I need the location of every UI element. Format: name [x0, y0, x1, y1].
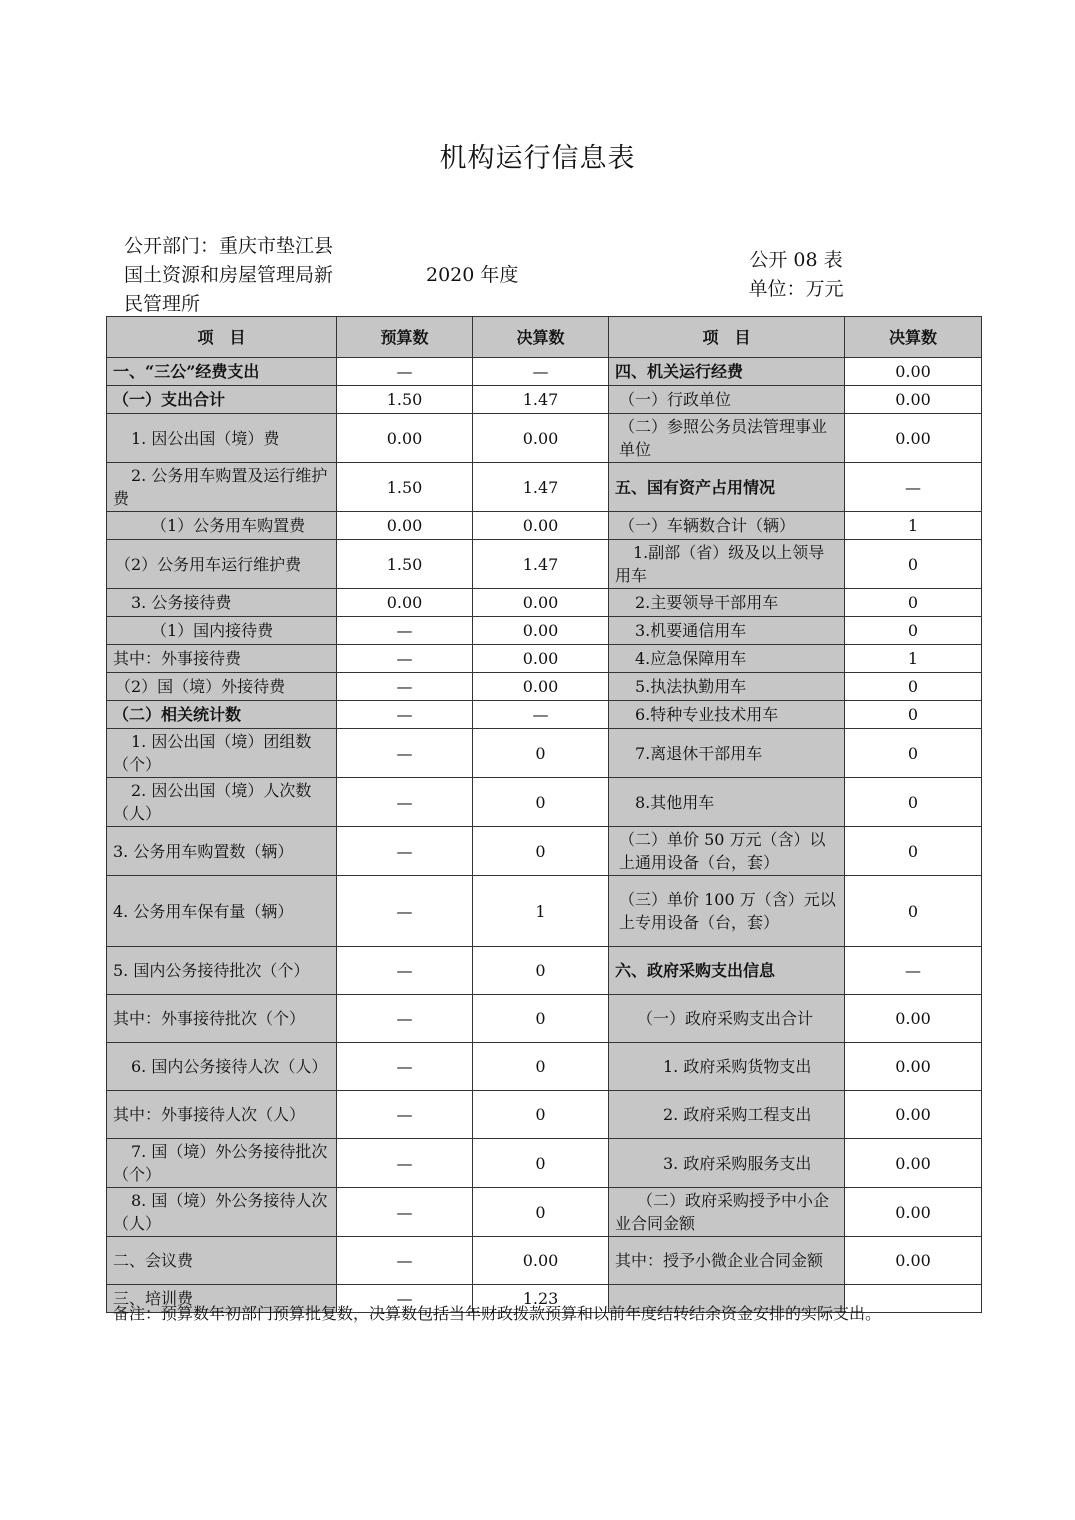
fiscal-year: 2020 年度: [426, 264, 519, 286]
row-label: 5. 国内公务接待批次（个）: [107, 947, 337, 995]
table-row: [107, 673, 982, 701]
actual-value: 1.47: [473, 463, 609, 512]
right-actual-value: 0.00: [845, 358, 982, 386]
row-label: 其中：外事接待人次（人）: [107, 1091, 337, 1139]
table-header-row: [107, 317, 982, 358]
budget-value: —: [337, 1043, 473, 1091]
right-actual-value: 0.00: [845, 1188, 982, 1237]
row-label: （1）公务用车购置费: [107, 512, 337, 540]
page-title: 机构运行信息表: [439, 143, 636, 174]
table-row: [107, 876, 982, 947]
unit-label: 单位：万元: [748, 278, 844, 300]
actual-value: 1.47: [473, 386, 609, 414]
actual-value: 1.23: [473, 1285, 609, 1313]
footnote: 备注：预算数年初部门预算批复数，决算数包括当年财政拨款预算和以前年度结转结余资金安排的实际支出。: [113, 1304, 882, 1323]
actual-value: 0.00: [473, 414, 609, 463]
budget-value: —: [337, 827, 473, 876]
right-row-label: （二）政府采购授予中小企业合同金额: [609, 1188, 845, 1237]
actual-value: 0.00: [473, 1237, 609, 1285]
table-row: [107, 729, 982, 778]
actual-value: 0: [473, 947, 609, 995]
right-row-label: 1. 政府采购货物支出: [609, 1043, 845, 1091]
budget-value: 1.50: [337, 463, 473, 512]
right-row-label: 四、机关运行经费: [609, 358, 845, 386]
table-row: [107, 358, 982, 386]
row-label: 三、培训费: [107, 1285, 337, 1313]
col-header-actual: 决算数: [473, 317, 609, 358]
table-row: [107, 1237, 982, 1285]
budget-value: —: [337, 876, 473, 947]
row-label: 7. 国（境）外公务接待批次（个）: [107, 1139, 337, 1188]
table-row: [107, 701, 982, 729]
row-label: （2）国（境）外接待费: [107, 673, 337, 701]
right-actual-value: 0.00: [845, 414, 982, 463]
budget-value: —: [337, 1237, 473, 1285]
right-actual-value: 0: [845, 673, 982, 701]
right-row-label: 其中：授予小微企业合同金额: [609, 1237, 845, 1285]
actual-value: 0: [473, 827, 609, 876]
right-row-label: 6.特种专业技术用车: [609, 701, 845, 729]
right-row-label: 3.机要通信用车: [609, 617, 845, 645]
actual-value: 0.00: [473, 617, 609, 645]
right-row-label: 2.主要领导干部用车: [609, 589, 845, 617]
actual-value: 1: [473, 876, 609, 947]
right-row-label: 1.副部（省）级及以上领导用车: [609, 540, 845, 589]
right-actual-value: —: [845, 947, 982, 995]
form-number: 公开 08 表: [749, 249, 843, 271]
budget-value: 0.00: [337, 589, 473, 617]
row-label: 一、“三公”经费支出: [107, 358, 337, 386]
actual-value: 0: [473, 1139, 609, 1188]
row-label: （2）公务用车运行维护费: [107, 540, 337, 589]
actual-value: 0: [473, 1091, 609, 1139]
right-actual-value: 0: [845, 589, 982, 617]
right-actual-value: 0: [845, 701, 982, 729]
row-label: 2. 因公出国（境）人次数（人）: [107, 778, 337, 827]
budget-value: —: [337, 778, 473, 827]
actual-value: —: [473, 701, 609, 729]
row-label: 4. 公务用车保有量（辆）: [107, 876, 337, 947]
right-row-label: 4.应急保障用车: [609, 645, 845, 673]
table-row: [107, 617, 982, 645]
row-label: 8. 国（境）外公务接待人次（人）: [107, 1188, 337, 1237]
row-label: 二、会议费: [107, 1237, 337, 1285]
budget-value: —: [337, 673, 473, 701]
budget-value: —: [337, 617, 473, 645]
right-row-label: 7.离退休干部用车: [609, 729, 845, 778]
actual-value: 0: [473, 1043, 609, 1091]
table-row: [107, 645, 982, 673]
actual-value: 0.00: [473, 673, 609, 701]
right-row-label: （一）车辆数合计（辆）: [609, 512, 845, 540]
form-info: [736, 246, 856, 304]
table-row: [107, 540, 982, 589]
right-actual-value: 1: [845, 645, 982, 673]
right-row-label: （二）参照公务员法管理事业单位: [609, 414, 845, 463]
right-row-label: 六、政府采购支出信息: [609, 947, 845, 995]
right-row-label: 5.执法执勤用车: [609, 673, 845, 701]
budget-value: 1.50: [337, 540, 473, 589]
right-row-label: 3. 政府采购服务支出: [609, 1139, 845, 1188]
right-row-label: （三）单价 100 万（含）元以上专用设备（台，套）: [609, 876, 845, 947]
table-row: [107, 463, 982, 512]
actual-value: 0: [473, 995, 609, 1043]
table-row: [107, 778, 982, 827]
table-row: [107, 386, 982, 414]
right-actual-value: —: [845, 463, 982, 512]
budget-value: 0.00: [337, 512, 473, 540]
budget-value: —: [337, 358, 473, 386]
row-label: 3. 公务用车购置数（辆）: [107, 827, 337, 876]
right-actual-value: 0: [845, 778, 982, 827]
actual-value: 0.00: [473, 589, 609, 617]
table-row: [107, 589, 982, 617]
table-row: [107, 995, 982, 1043]
row-label: 6. 国内公务接待人次（人）: [107, 1043, 337, 1091]
actual-value: —: [473, 358, 609, 386]
right-actual-value: 0.00: [845, 1043, 982, 1091]
actual-value: 0: [473, 729, 609, 778]
right-row-label: 2. 政府采购工程支出: [609, 1091, 845, 1139]
table-row: [107, 1043, 982, 1091]
col-header-item-right: 项 目: [609, 317, 845, 358]
table-row: [107, 1188, 982, 1237]
col-header-budget: 预算数: [337, 317, 473, 358]
right-actual-value: 0.00: [845, 1237, 982, 1285]
row-label: 其中：外事接待批次（个）: [107, 995, 337, 1043]
department-label: 公开部门：重庆市垫江县国土资源和房屋管理局新民管理所: [124, 235, 334, 315]
budget-value: —: [337, 1139, 473, 1188]
right-actual-value: 0: [845, 729, 982, 778]
budget-value: —: [337, 947, 473, 995]
right-actual-value: 0.00: [845, 995, 982, 1043]
actual-value: 0: [473, 778, 609, 827]
row-label: 1. 因公出国（境）费: [107, 414, 337, 463]
row-label: （一）支出合计: [107, 386, 337, 414]
right-row-label: （一）政府采购支出合计: [609, 995, 845, 1043]
right-actual-value: 0: [845, 617, 982, 645]
actual-value: 0: [473, 1188, 609, 1237]
budget-value: —: [337, 995, 473, 1043]
table-row: [107, 512, 982, 540]
budget-value: —: [337, 1091, 473, 1139]
table-row: [107, 947, 982, 995]
right-row-label: 五、国有资产占用情况: [609, 463, 845, 512]
budget-value: 0.00: [337, 414, 473, 463]
actual-value: 1.47: [473, 540, 609, 589]
right-actual-value: 0: [845, 540, 982, 589]
table-row: [107, 1091, 982, 1139]
table-row: [107, 414, 982, 463]
row-label: 3. 公务接待费: [107, 589, 337, 617]
row-label: （1）国内接待费: [107, 617, 337, 645]
budget-value: —: [337, 701, 473, 729]
right-row-label: 8.其他用车: [609, 778, 845, 827]
row-label: 1. 因公出国（境）团组数（个）: [107, 729, 337, 778]
actual-value: 0.00: [473, 645, 609, 673]
row-label: 其中：外事接待费: [107, 645, 337, 673]
right-row-label: （二）单价 50 万元（含）以上通用设备（台，套）: [609, 827, 845, 876]
table-row: [107, 1139, 982, 1188]
right-actual-value: 0.00: [845, 1091, 982, 1139]
row-label: （二）相关统计数: [107, 701, 337, 729]
right-actual-value: 0: [845, 876, 982, 947]
right-actual-value: 0.00: [845, 1139, 982, 1188]
table-row: [107, 827, 982, 876]
right-actual-value: 1: [845, 512, 982, 540]
budget-value: —: [337, 729, 473, 778]
info-table: [106, 316, 982, 1313]
right-actual-value: 0.00: [845, 386, 982, 414]
right-actual-value: 0: [845, 827, 982, 876]
col-header-actual-right: 决算数: [845, 317, 982, 358]
col-header-item: 项 目: [107, 317, 337, 358]
actual-value: 0.00: [473, 512, 609, 540]
right-row-label: （一）行政单位: [609, 386, 845, 414]
budget-value: —: [337, 1188, 473, 1237]
budget-value: —: [337, 645, 473, 673]
row-label: 2. 公务用车购置及运行维护费: [107, 463, 337, 512]
budget-value: 1.50: [337, 386, 473, 414]
budget-value: —: [337, 1285, 473, 1313]
